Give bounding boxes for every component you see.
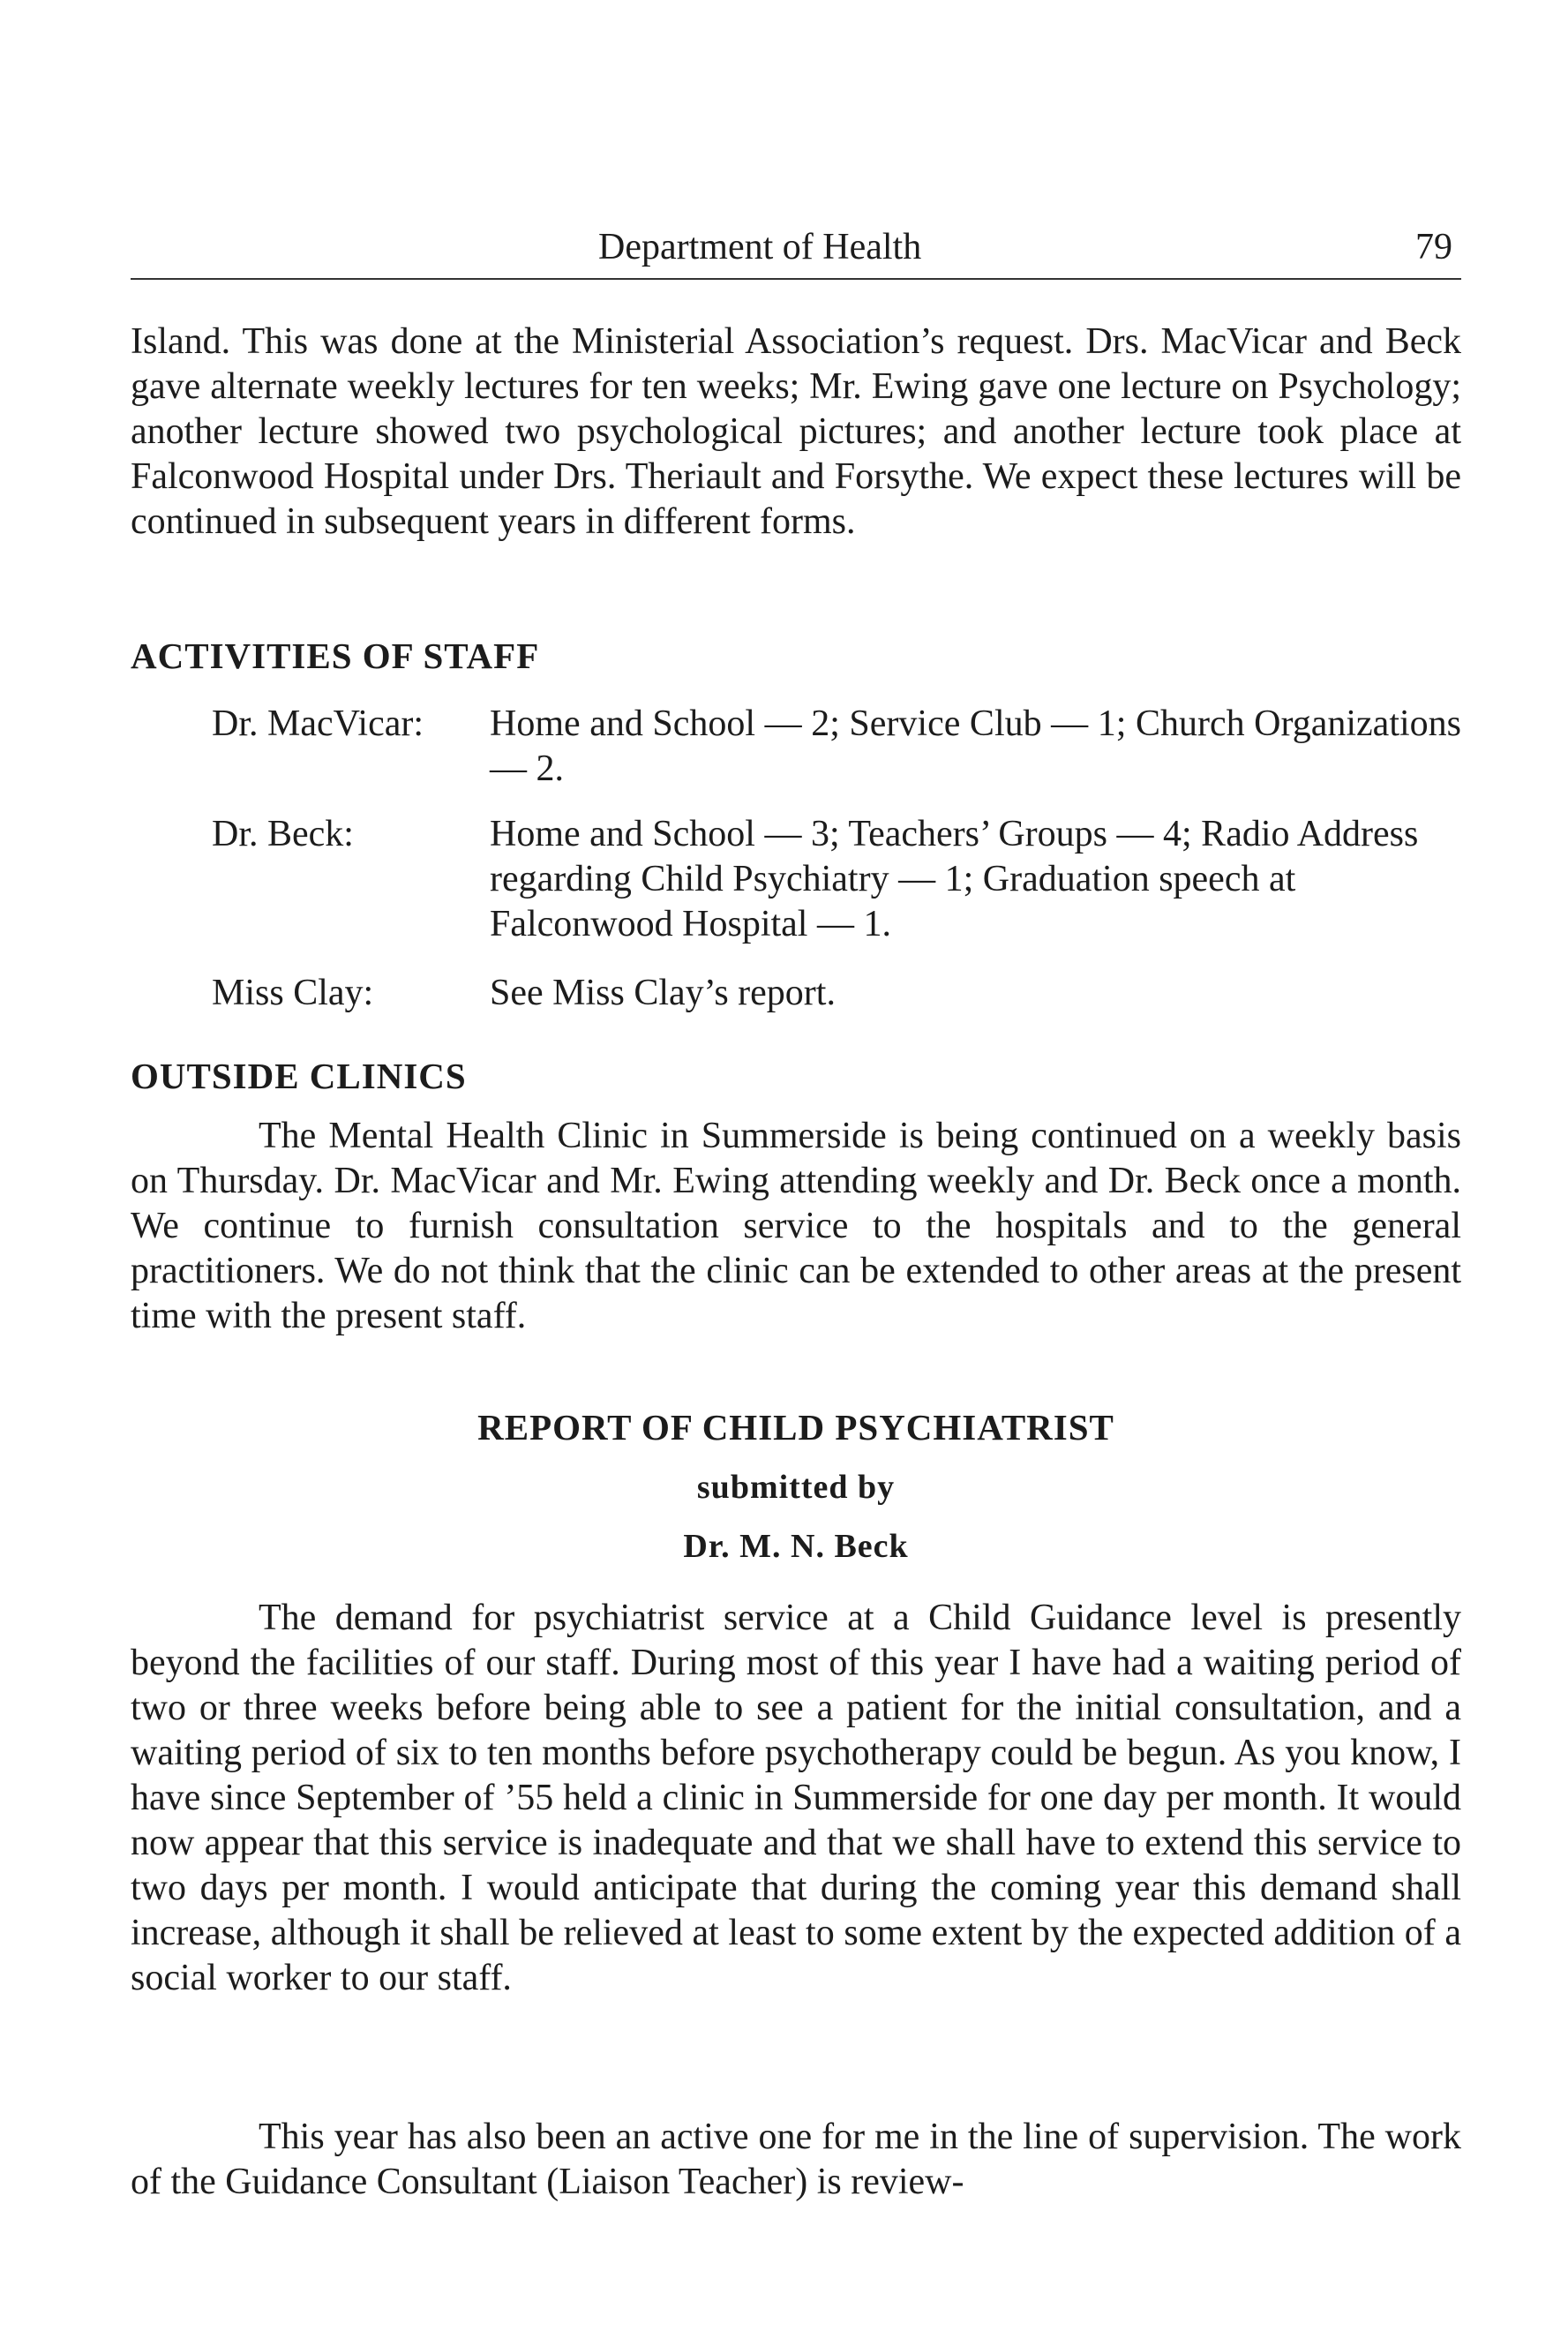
staff-detail: Home and School — 3; Teachers’ Groups — 4; Radio Address regarding Child Psychiatry — 1; Graduation speech at Falconwood Hospital — 1. (490, 814, 1419, 944)
activities-heading: ACTIVITIES OF STAFF (131, 636, 540, 676)
staff-entry (212, 971, 1461, 1016)
report-author: Dr. M. N. Beck (683, 1528, 909, 1565)
outside-clinics-heading: OUTSIDE CLINICS (131, 1056, 467, 1096)
outside-clinics-paragraph: The Mental Health Clinic in Summerside is being continued on a weekly basis on Thursday. Dr. MacVicar and Mr. Ewing attending weekly and Dr. Beck once a month. We continue to furnish consultation service to the hospitals and to the general practitioners. We do not think that the clinic can be extended to other areas at the present time with the present staff. (131, 1116, 1461, 1336)
report-title: REPORT OF CHILD PSYCHIATRIST (477, 1407, 1114, 1448)
staff-detail: See Miss Clay’s report. (490, 973, 836, 1013)
report-paragraph: The demand for psychiatrist service at a Child Guidance level is presently beyond the facilities of our staff. During most of this year I have had a waiting period of two or three weeks before being able to see a patient for the initial consultation, and a waiting period of six to ten months before psychotherapy could be begun. As you know, I have since September of ’55 held a clinic in Summerside for one day per month. It would now appear that this service is inadequate and that we shall have to extend this service to two days per month. I would anticipate that during the coming year this demand shall increase, although it shall be relieved at least to some extent by the expected addition of a social worker to our staff. (131, 1598, 1461, 1998)
submitted-by: submitted by (696, 1469, 896, 1506)
staff-name: Dr. Beck: (212, 814, 354, 854)
page-number: 79 (1415, 227, 1452, 267)
staff-detail: Home and School — 2; Service Club — 1; Church Organizations — 2. (490, 703, 1461, 789)
staff-name: Miss Clay: (212, 973, 374, 1013)
staff-entry (212, 702, 1461, 792)
staff-name: Dr. MacVicar: (212, 703, 424, 744)
intro-paragraph: Island. This was done at the Ministerial Association’s request. Drs. MacVicar and Beck gave alternate weekly lectures for ten weeks; Mr. Ewing gave one lecture on Psychology; another lecture showed two psychological pictures; and another lecture took place at Falconwood Hospital under Drs. Theriault and Forsythe. We expect these lectures will be continued in subsequent years in different forms. (131, 321, 1461, 542)
staff-entry (212, 812, 1461, 947)
header-title: Department of Health (598, 227, 922, 267)
report-paragraph: This year has also been an active one for me in the line of supervision. The work of the Guidance Consultant (Liaison Teacher) is review- (131, 2117, 1461, 2202)
